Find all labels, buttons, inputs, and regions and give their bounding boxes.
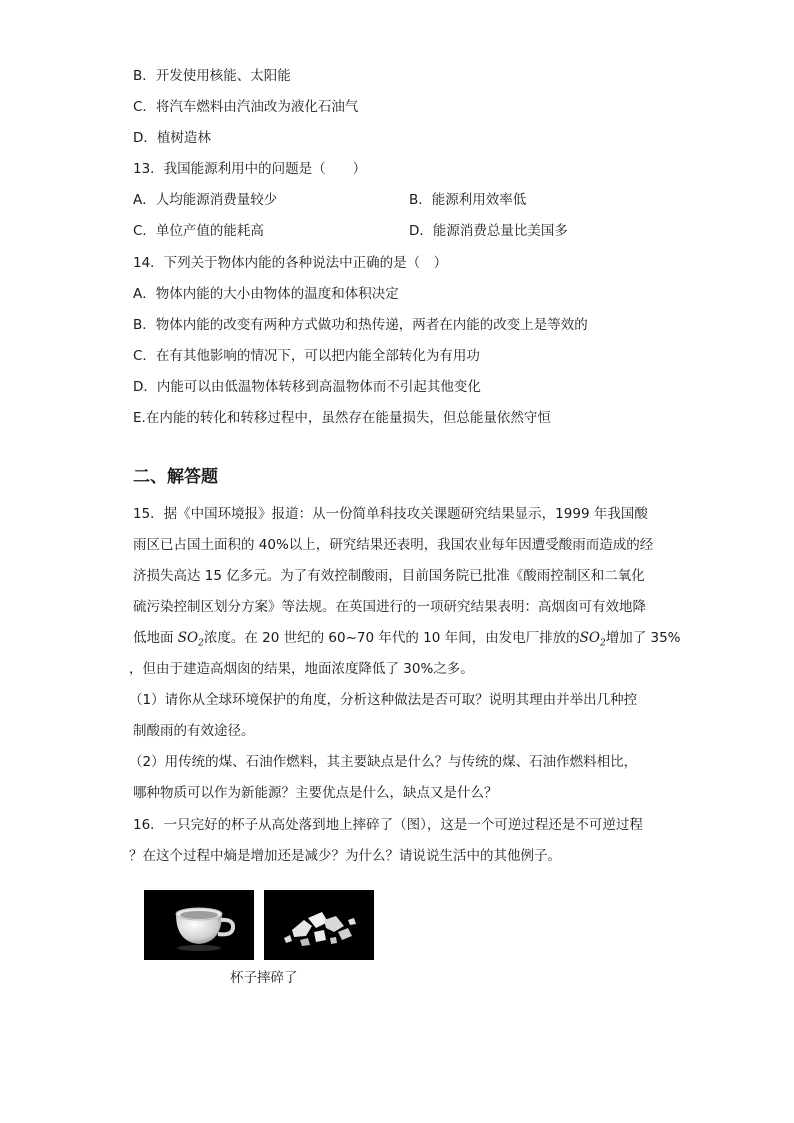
so2-formula-1: $SO_2$ [177,630,204,649]
q15-line-5-a: 低地面 [133,630,178,646]
q14-option-c: C．在有其他影响的情况下，可以把内能全部转化为有用功 [133,348,480,364]
q15-sub2-line-1: （2）用传统的煤、石油作燃料，其主要缺点是什么？与传统的煤、石油作燃料相比， [129,754,638,770]
q16-line-2: ？在这个过程中熵是增加还是减少？为什么？请说说生活中的其他例子。 [129,848,561,864]
q15-line-2: 雨区已占国土面积的 40%以上，研究结果还表明，我国农业每年因遭受酸雨而造成的经 [133,537,654,553]
broken-cup-shards-icon [264,890,374,960]
q15-line-5-b: 浓度。在 20 世纪的 60~70 年代的 10 年间，由发电厂排放的 [203,630,580,646]
q14-stem: 14．下列关于物体内能的各种说法中正确的是（ ） [133,255,448,271]
q14-option-d: D．内能可以由低温物体转移到高温物体而不引起其他变化 [133,379,481,395]
so2-formula-2: $SO_2$ [579,630,606,649]
q13-option-b: B．能源利用效率低 [409,192,527,208]
broken-cup-image [264,890,374,960]
section-title: 二、解答题 [133,467,218,487]
cup-icon [144,890,254,960]
q15-line-5-c: 增加了 35% [605,630,681,646]
q13-option-c: C．单位产值的能耗高 [133,223,264,239]
figure-caption: 杯子摔碎了 [230,970,298,986]
q15-line-4: 硫污染控制区划分方案》等法规。在英国进行的一项研究结果表明：高烟囱可有效地降 [133,599,646,615]
q16-line-1: 16．一只完好的杯子从高处落到地上摔碎了（图），这是一个可逆过程还是不可逆过程 [133,817,643,833]
q15-sub2-line-2: 哪种物质可以作为新能源？主要优点是什么，缺点又是什么？ [133,785,498,801]
q12-option-d: D．植树造林 [133,130,211,146]
q13-option-d: D．能源消费总量比美国多 [409,223,568,239]
q13-option-a: A．人均能源消费量较少 [133,192,278,208]
q15-line-1: 15．据《中国环境报》报道：从一份简单科技攻关课题研究结果显示，1999 年我国酸 [133,506,648,522]
q15-line-6: ，但由于建造高烟囱的结果，地面浓度降低了 30%之多。 [129,661,474,677]
q12-option-b: B．开发使用核能、太阳能 [133,68,291,84]
q13-stem: 13．我国能源利用中的问题是（ ） [133,161,367,177]
q15-line-5 [133,628,681,654]
q14-option-a: A．物体内能的大小由物体的温度和体积决定 [133,286,399,302]
q12-option-c: C．将汽车燃料由汽油改为液化石油气 [133,99,359,115]
q15-sub1-line-1: （1）请你从全球环境保护的角度，分析这种做法是否可取？说明其理由并举出几种控 [129,692,638,708]
q15-sub1-line-2: 制酸雨的有效途径。 [133,723,255,739]
intact-cup-image [144,890,254,960]
q14-option-b: B．物体内能的改变有两种方式做功和热传递，两者在内能的改变上是等效的 [133,317,588,333]
q15-line-3: 济损失高达 15 亿多元。为了有效控制酸雨，目前国务院已批准《酸雨控制区和二氧化 [133,568,645,584]
q14-option-e: E.在内能的转化和转移过程中，虽然存在能量损失，但总能量依然守恒 [133,410,551,426]
